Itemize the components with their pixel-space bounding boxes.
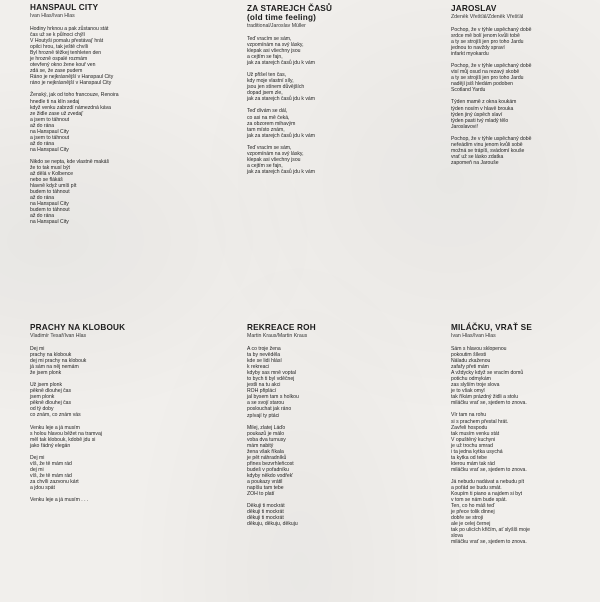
song-prachy-na-klobouk (30, 323, 210, 509)
lyric-line: poukazů je málo (247, 430, 285, 437)
lyric-line: otevřený okno žene kouř ven (30, 62, 96, 69)
lyric-line: je přece tolik dinnej (451, 509, 495, 516)
lyric-line: A vždycky když se vracím domů (451, 370, 524, 377)
lyric-line: že jsem plonk (30, 370, 62, 377)
lyric-line: Teď dívám se dál, (247, 108, 288, 115)
song-lyrics (247, 346, 427, 527)
lyric-line: měl tak klobouk, kdobě jdu si (30, 436, 96, 443)
lyric-line: víš, že tě mám rád (30, 472, 72, 479)
stanza (247, 108, 427, 138)
lyric-line: čas už se k půlnoci chýlí (30, 32, 85, 39)
lyric-line: a se svojí starou (247, 400, 285, 407)
lyric-line: hnedle ti na klín sedaj (30, 98, 80, 105)
lyric-line: Koupím ti piano a najdem si byt (451, 491, 523, 498)
lyric-line: voba dva turnusy (247, 436, 286, 443)
song-title: REKREACE ROH (247, 323, 316, 332)
lyric-line: až do rána (30, 122, 55, 129)
song-rekreace-roh (247, 323, 427, 533)
lyric-line: a jdou spát (30, 484, 55, 491)
stanza (247, 425, 427, 498)
lyric-line: Teď vracím se sám, (247, 144, 292, 151)
lyric-line: na Hanspaul City (30, 128, 69, 135)
lyric-line: víš, že tě mám rád (30, 460, 72, 467)
lyric-line: Hodiny hrknou a pak zůstanou stát (30, 26, 109, 32)
lyric-line: miláčku vrať se, sjedem to znova. (451, 400, 527, 407)
lyric-line: dobře se stroji (451, 515, 483, 522)
lyric-line: V Houtyši pomalu přestávaj' hrát (30, 38, 104, 45)
lyric-line: vzpomínám na svý lásky, (247, 42, 304, 49)
lyric-line: dopad jsem zle, (247, 90, 283, 97)
lyric-line: co znám, co znám vás (30, 412, 81, 419)
song-jaroslav (451, 4, 600, 172)
lyric-line: klepak asi všechny jsou (247, 48, 301, 55)
lyric-line: děkuji ti mockrát (247, 509, 284, 516)
lyric-line: mám nabitý (247, 442, 274, 449)
lyric-line: ze židle zase už zvedaj' (30, 110, 84, 117)
lyric-line: Děkuji ti mockrát (247, 503, 285, 510)
lyric-line: Dej mi (30, 346, 45, 352)
lyric-line: V opuštěný kuchyni (451, 436, 496, 443)
lyric-line: Náladu zkaženou (451, 358, 491, 365)
stanza (30, 26, 210, 86)
lyric-line: nadějí jsiš hledám podoben (451, 81, 514, 88)
stanza (247, 36, 427, 66)
lyric-line: týden pasti tvý mladý tělo (451, 117, 509, 124)
lyric-line: Ten, co ho máš teď (451, 503, 495, 510)
lyric-line: Venku leje a já musím . . . (30, 496, 89, 503)
lyric-line: je to však omyl (451, 388, 485, 395)
lyric-line: miláčku vrať se, sjedem to znova. (451, 539, 527, 546)
lyric-line: Teď vracím se sám, (247, 36, 292, 42)
song-za-starejch-casu (247, 4, 427, 181)
lyric-line: klepak asi všechny jsou (247, 156, 301, 163)
lyric-line: Sám s hlavou sklopenou (451, 346, 507, 352)
stanza (30, 159, 210, 226)
lyric-line: Pochop, že v týhle uspěchaný době (451, 135, 532, 142)
stanza (30, 92, 210, 152)
song-credits: Martin Kraus/Martin Kraus (247, 333, 308, 339)
lyric-line: co asi na mě čeká, (247, 114, 290, 121)
lyric-line: a jsem to táhnout (30, 134, 70, 141)
lyric-line: Už přišel ten čas, (247, 72, 287, 79)
stanza (30, 497, 210, 503)
lyric-line: Pochop, že v týhle uspěchaný době (451, 63, 532, 70)
lyric-line: a pořád se budu smát. (451, 484, 502, 491)
lyric-line: od tý doby (30, 406, 54, 413)
song-credits: traditional/Jaroslav Müller (247, 23, 306, 29)
lyric-line: tak musím venku stát (451, 430, 500, 437)
lyric-line: Vír tam na rohu (451, 412, 487, 419)
lyric-line: Ráno je nejkrásnější v Hanspaul City (30, 74, 114, 81)
song-lyrics (451, 27, 600, 166)
lyric-line: je hrozně ospalé rozmám (30, 56, 88, 63)
lyric-line: Zavřeli hospodu (451, 424, 488, 431)
stanza (247, 503, 427, 527)
lyric-line: a ty se strojíš jen pro toho Jardu (451, 39, 524, 46)
song-credits: Ivan Hlas/Ivan Hlas (451, 333, 496, 339)
lyric-line: Já nebudu nadávat a nebudu pít (451, 478, 525, 485)
stanza (451, 136, 600, 166)
lyric-line: Ženský, jak od toho francouze, Renoira (30, 92, 119, 99)
song-lyrics (30, 26, 210, 225)
lyric-line: jsem plonk (30, 394, 55, 401)
lyric-line: poslouchat jak ráno (247, 406, 292, 413)
lyric-line: tam místo znám, (247, 126, 285, 133)
lyric-line: k rekreaci (247, 364, 270, 371)
lyric-line: visí můj osud na rezavý skobě (451, 69, 520, 76)
lyric-line: až do rána (30, 213, 55, 220)
lyric-line: zpívají ty ptáci (247, 412, 280, 419)
lyric-line: miláčku vrať se, sjedem to znova. (451, 466, 527, 473)
lyric-line: jak za starejch časů jdu k vám (247, 96, 315, 103)
lyric-line: srdce mě bolí jenom kvůli tobě (451, 33, 520, 40)
lyric-line: dej mi (30, 466, 44, 473)
stanza (247, 145, 427, 175)
song-lyrics (247, 36, 427, 175)
song-lyrics (451, 346, 600, 545)
lyric-line: jestli na tu akci (247, 382, 281, 389)
lyric-line: Nikdo se nepta, kde vlastně makáš (30, 158, 109, 165)
lyric-line: vzpomínám na svý lásky, (247, 150, 304, 157)
lyric-line: až do rána (30, 195, 55, 202)
lyric-line: pokoutim šílesti (451, 352, 487, 359)
song-title: ZA STAREJCH ČASŮ (247, 4, 333, 13)
lyric-line: já sám na něj nemám (30, 364, 79, 371)
lyric-line: zas slyším troje slova (451, 382, 500, 389)
lyric-line: kterou mám tak rád (451, 460, 495, 467)
lyric-line: pěkně dlouhej čas (30, 400, 72, 407)
lyric-line: za obzorem mihavým (247, 120, 296, 127)
lyric-line: ZOH to platí (247, 491, 275, 498)
lyric-line: dej mi prachy na klobouk (30, 358, 87, 365)
lyric-line: možná se trápíš, svádomí kouše (451, 147, 525, 154)
lyric-line: napíšu tam tebe (247, 485, 284, 492)
stanza (30, 382, 210, 418)
lyric-line: kdyby sas mně voptal (247, 370, 296, 377)
lyric-line: na Hanspaul City (30, 201, 69, 208)
lyric-line: ráno je nejkrásnější v Hanspaul City (30, 80, 112, 87)
lyric-line: to bych ti byl vděčnej (247, 376, 295, 383)
song-milacku-vrat-se (451, 323, 600, 551)
lyric-line: a jsem to táhnout (30, 116, 70, 123)
lyric-line: jednou to navždy spraví (451, 45, 505, 52)
lyric-line: nebo se flákáš (30, 177, 63, 184)
lyric-line: zapomeň na Jarouše (451, 159, 499, 166)
lyric-line: a cejtím se fajn, (247, 162, 283, 169)
lyric-line: infarkt myokardu (451, 51, 489, 58)
lyric-line: až do rána (30, 140, 55, 147)
lyric-line: zafařy přeti mám (451, 364, 489, 371)
lyric-line: děkuji ti mockrát (247, 515, 284, 522)
lyric-line: a ty se strojíš jen pro toho Jardu (451, 75, 524, 82)
lyric-line: za chvíli zazvonu kárt (30, 478, 79, 485)
stanza (451, 412, 600, 472)
stanza (247, 72, 427, 102)
lyric-line: je pět náhradníků (247, 454, 287, 461)
lyric-line: zdá se, že zase pudem (30, 68, 83, 75)
lyric-line: a cejtím se fajn, (247, 54, 283, 61)
lyric-line: přines bezvrhleňcost (247, 460, 294, 467)
lyric-line: A co troje žena (247, 346, 281, 352)
song-title: MILÁČKU, VRAŤ SE (451, 323, 532, 332)
lyric-line: a poukazy vrátil (247, 478, 283, 485)
stanza (451, 346, 600, 406)
lyric-line: si s prachem přestal hrát. (451, 418, 509, 425)
lyric-line: Scotland Yardu (451, 87, 486, 94)
lyric-line: potichu odmykám (451, 376, 491, 383)
lyric-line: neřeádím vinu jenom kvůli sobě (451, 141, 523, 148)
lyric-line: jsou jen stínem důvějších (247, 84, 305, 91)
lyric-line: kdy moje vlastní síly, (247, 78, 294, 85)
stanza (451, 63, 600, 93)
lyric-line: prachy na klobouk (30, 352, 72, 359)
lyric-line: na Hanspaul City (30, 219, 69, 226)
lyric-line: když venku zabrzdí námezdná káva (30, 104, 111, 111)
lyric-line: Jaroslavovi! (451, 123, 478, 130)
stanza (451, 99, 600, 129)
lyric-line: jako řádný elegán (30, 442, 71, 449)
lyric-line: děkuju, děkuju, děkuju (247, 521, 298, 528)
lyric-line: slova (451, 533, 463, 540)
lyric-line: ta kytka od tebe (451, 454, 487, 461)
lyric-line: s holou hlavou běžet na tramvaj (30, 430, 102, 437)
lyric-line: budem to táhnout (30, 189, 70, 196)
stanza (451, 479, 600, 546)
song-hanspaul-city (30, 3, 210, 231)
song-title: JAROSLAV (451, 4, 497, 13)
song-lyrics (30, 346, 210, 503)
lyric-line: žena však říkala (247, 448, 284, 455)
stanza (30, 425, 210, 449)
lyric-line: kdyby někdo vodřek' (247, 472, 294, 479)
lyric-line: až dělá v Kolbence (30, 171, 74, 178)
lyric-line: Týden mamě z okna koukám (451, 99, 517, 106)
lyric-line: týden nosím v hlavě brouka (451, 105, 514, 112)
lyric-line: pěkně dlouhej čas (30, 388, 72, 395)
stanza (30, 346, 210, 376)
lyric-line: ROH připlácí (247, 388, 277, 395)
lyric-line: hlavně když umíš pít (30, 183, 77, 190)
lyric-line: Už jsem plonk (30, 382, 62, 389)
lyric-line: budeš v pořadníku (247, 466, 289, 473)
lyric-line: Dej mi (30, 454, 45, 461)
song-credits: Ivan Hlas/Ivan Hlas (30, 13, 75, 19)
lyric-line: jak za starejch časů jdu k vám (247, 60, 315, 67)
song-credits: Vladimír Tesař/Ivan Hlas (30, 333, 87, 339)
lyric-line: tak říkám prázdný židli a stolu (451, 394, 519, 401)
lyric-line: Venku leje a já musím (30, 424, 80, 431)
lyric-line: jal bysem tam s holkou (247, 394, 299, 401)
lyric-line: i ta jedna kytka usychá (451, 448, 503, 455)
song-title: HANSPAUL CITY (30, 3, 99, 12)
lyric-line: Byl hrozně těžkej tenhleten den (30, 50, 102, 57)
lyric-line: tak po ulicích křičím, ať slyšíš moje (451, 527, 530, 534)
lyric-line: ale je celej černej (451, 521, 491, 528)
song-title: PRACHY NA KLOBOUK (30, 323, 126, 332)
song-subtitle: (old time feeling) (247, 13, 317, 22)
lyric-line: Milej, zlatej Láďo (247, 424, 286, 431)
stanza (247, 346, 427, 419)
lyric-line: týden jiný úspěch slaví (451, 111, 503, 118)
song-credits: Zdeněk Vřešťál/Zdeněk Vřešťál (451, 14, 524, 20)
lyric-line: Pochop, že v týhle uspěchaný době (451, 27, 532, 33)
lyric-line: opilci hrou, tak ještě chvíli (30, 44, 89, 51)
lyric-line: ta by nevěděla (247, 352, 281, 359)
stanza (451, 27, 600, 57)
lyric-line: na Hanspaul City (30, 146, 69, 153)
lyric-line: jak za starejch časů jdu k vám (247, 168, 315, 175)
lyric-line: vrať už se lásko zdatka (451, 153, 504, 160)
lyric-line: v tom se nám bude spát. (451, 497, 507, 504)
lyric-line: kde se lidi hlásí (247, 358, 282, 365)
stanza (30, 455, 210, 491)
lyric-line: jak za starejch časů jdu k vám (247, 132, 315, 139)
lyric-line: že to tak musí být (30, 164, 70, 171)
lyric-line: budem to táhnout (30, 207, 70, 214)
lyric-line: je už trochu smrad (451, 442, 493, 449)
